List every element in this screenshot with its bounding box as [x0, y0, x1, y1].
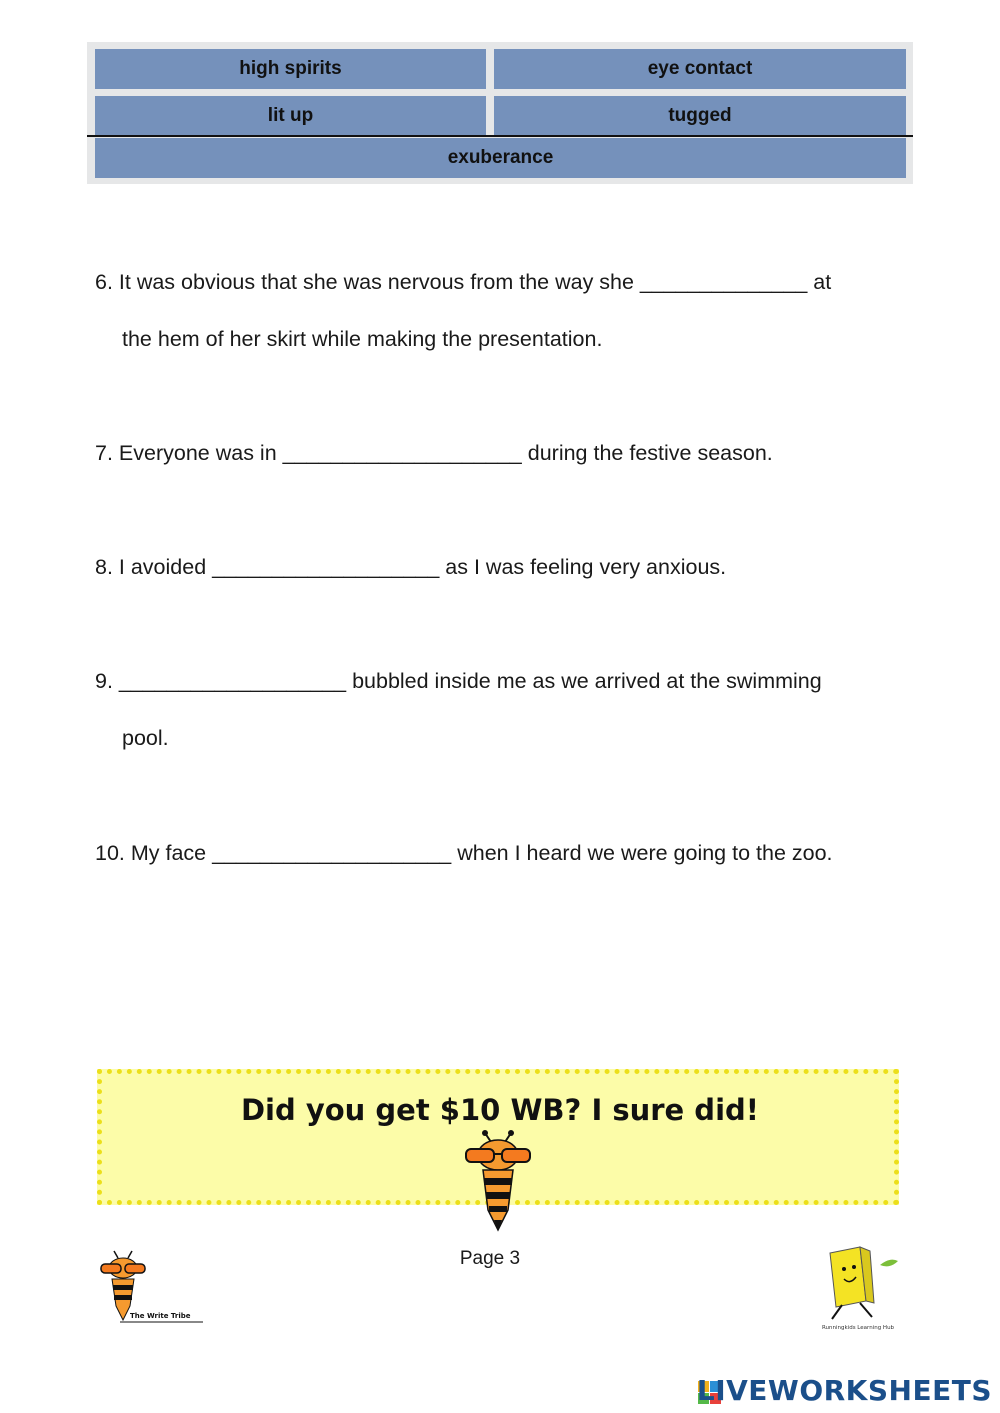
question-text: 10. My face ____________________ when I heard we were going to the zoo.	[95, 841, 833, 865]
question-text-cont: the hem of her skirt while making the presentation.	[122, 327, 603, 351]
word-bank-item: tugged	[494, 96, 906, 135]
question-8[interactable]	[95, 557, 726, 579]
banner-text: Did you get $10 WB? I sure did!	[240, 1093, 759, 1127]
word-bank-item: lit up	[95, 96, 486, 135]
question-text: 8. I avoided ___________________ as I was feeling very anxious.	[95, 555, 727, 579]
learning-hub-logo-text: Runningkids Learning Hub	[821, 1325, 895, 1331]
word-bank-item: high spirits	[95, 49, 486, 89]
question-text: 6. It was obvious that she was nervous from the way she ______________ at	[95, 270, 832, 294]
bee-mascot-icon	[458, 1130, 538, 1235]
liveworksheets-brand[interactable]: LIVEWORKSHEETS	[696, 1374, 992, 1407]
question-text-cont: pool.	[122, 726, 169, 750]
learning-hub-logo-icon	[808, 1243, 908, 1343]
question-text: 7. Everyone was in ____________________ during the festive season.	[95, 441, 773, 465]
question-7[interactable]	[95, 443, 773, 465]
page-number: Page 3	[459, 1248, 521, 1269]
question-9[interactable]	[95, 669, 822, 750]
word-bank-item: eye contact	[494, 49, 906, 89]
write-tribe-logo-icon	[98, 1250, 208, 1330]
question-text: 9. ___________________ bubbled inside me as we arrived at the swimming	[95, 669, 822, 693]
word-bank-item: exuberance	[95, 138, 906, 178]
question-6[interactable]	[95, 270, 832, 351]
write-tribe-logo-text: The Write Tribe	[130, 1312, 191, 1320]
question-10[interactable]	[95, 843, 833, 865]
divider	[87, 135, 913, 137]
